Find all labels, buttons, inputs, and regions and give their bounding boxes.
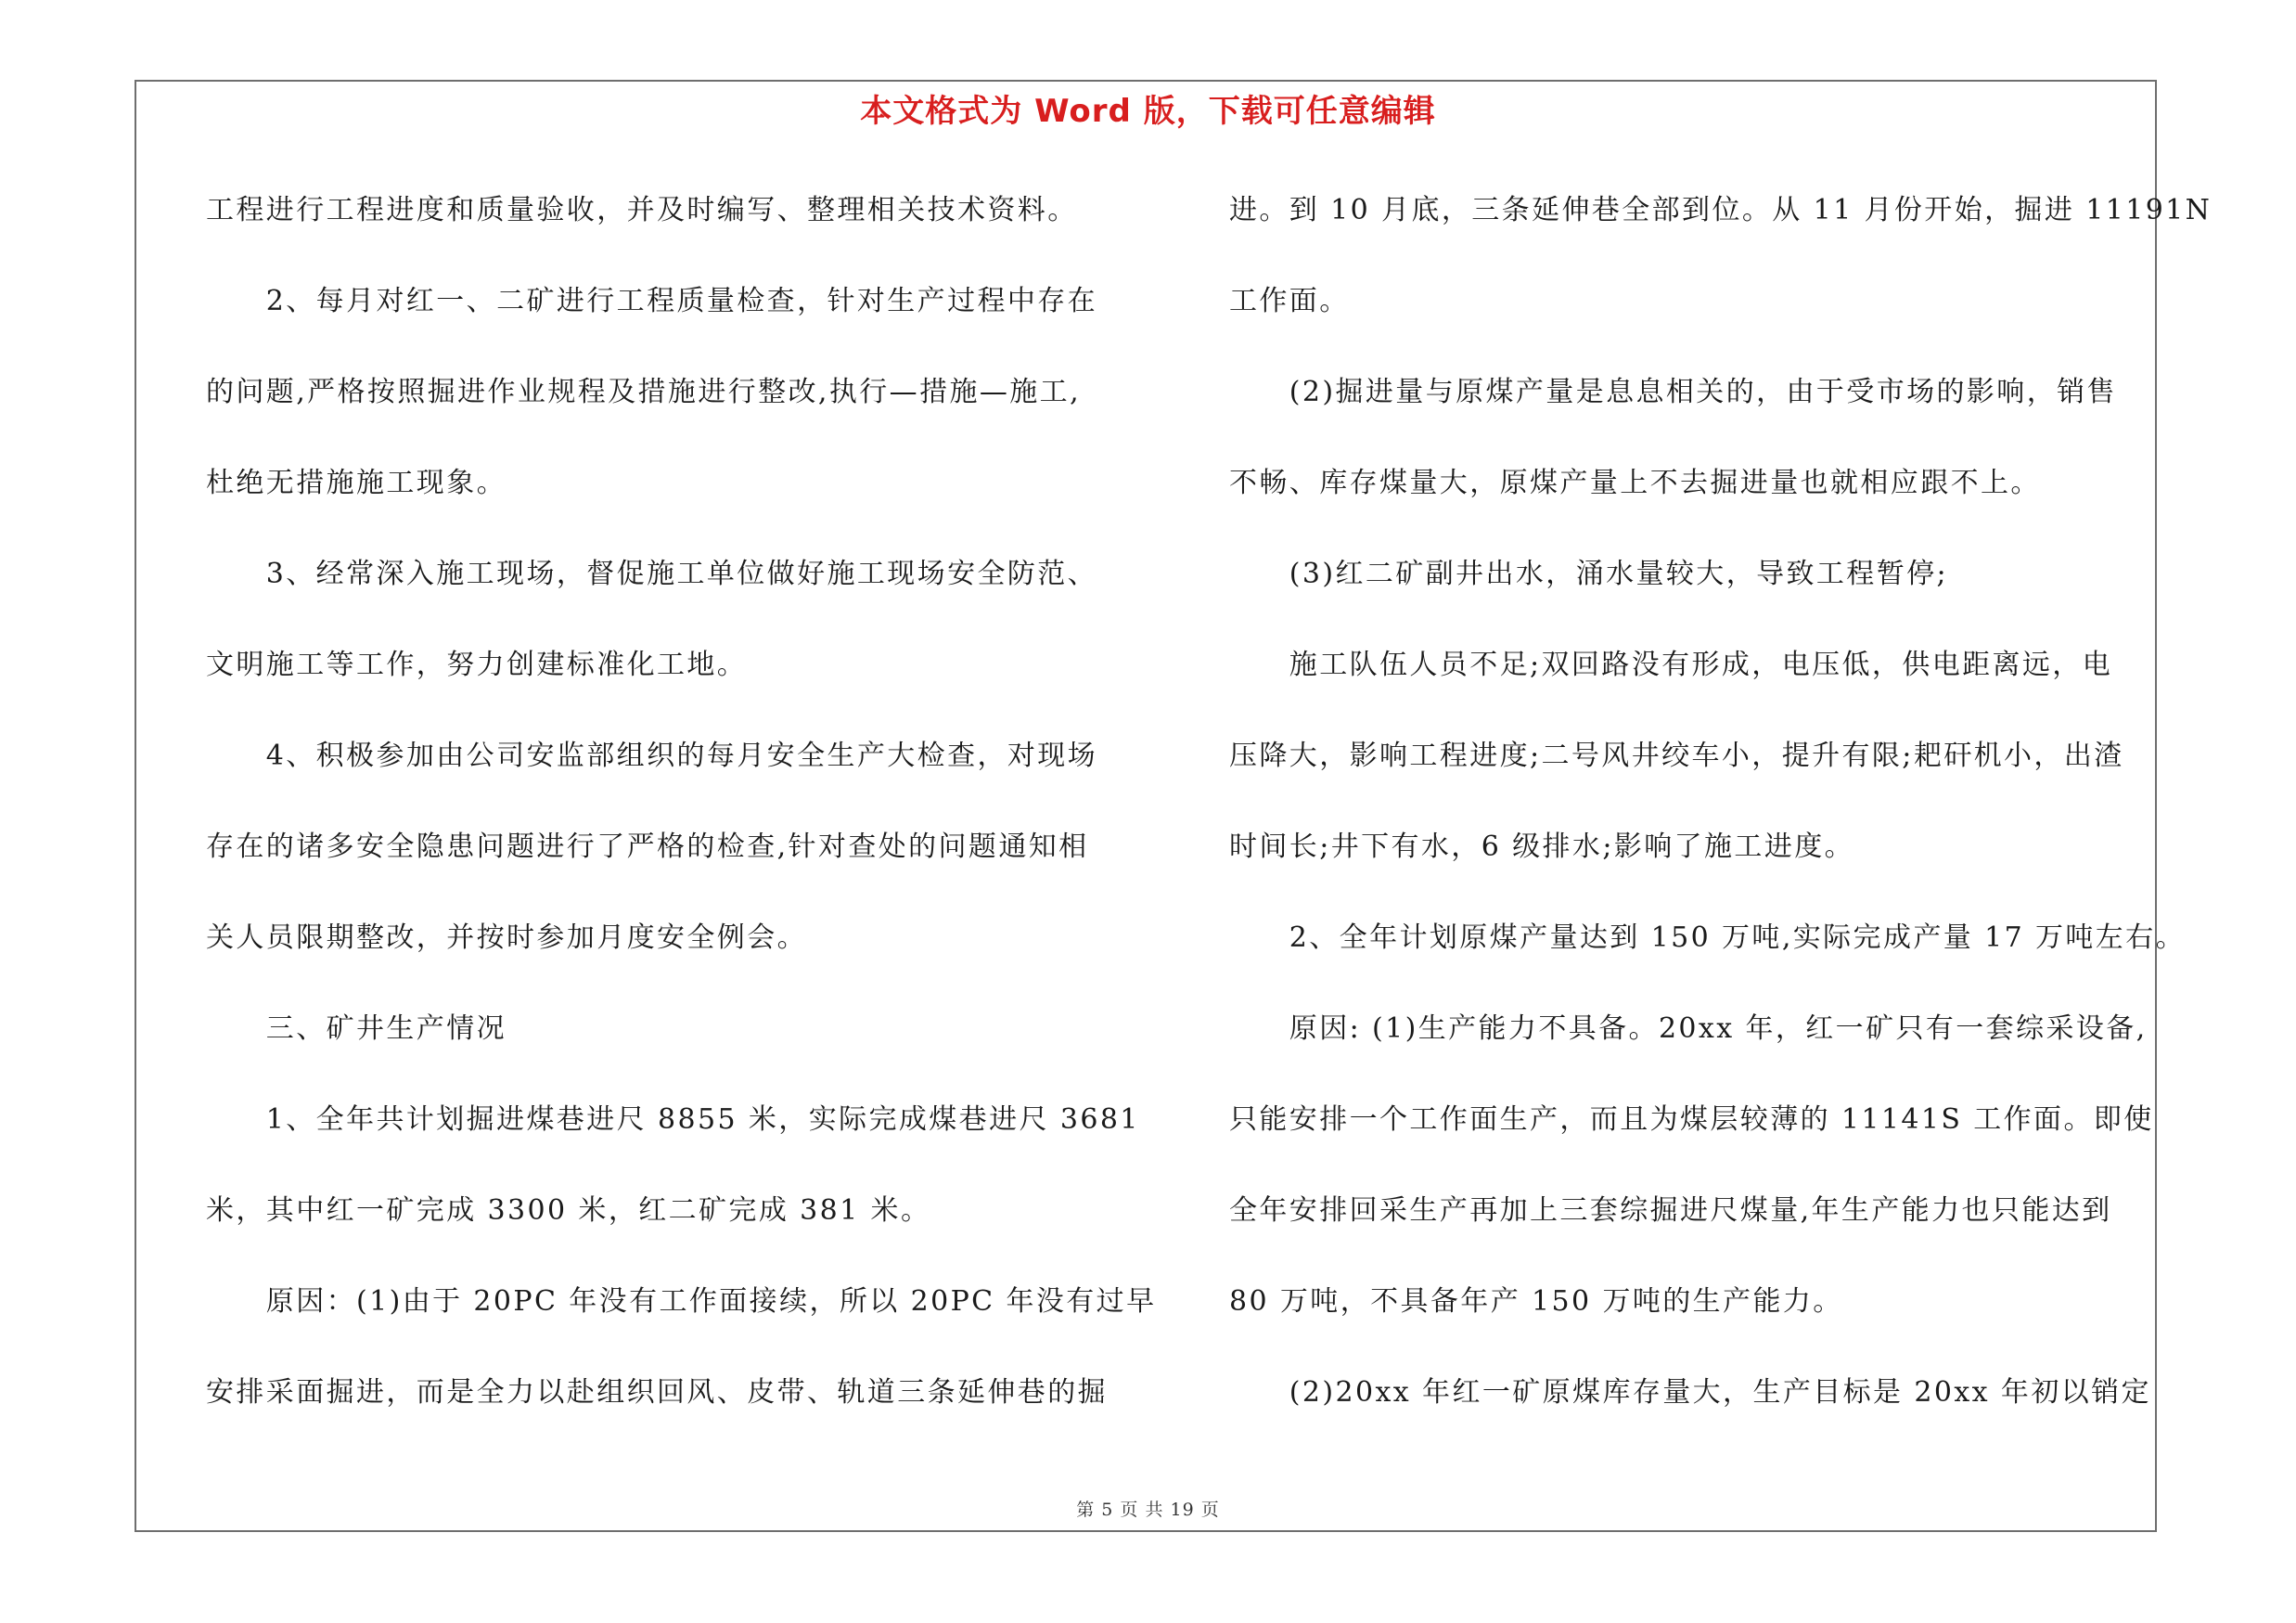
text-line: (3)红二矿副井出水，涌水量较大，导致工程暂停;	[1229, 558, 1949, 590]
document-banner: 本文格式为 Word 版，下载可任意编辑	[860, 93, 1436, 130]
text-line: 的问题,严格按照掘进作业规程及措施进行整改,执行—措施—施工,	[206, 376, 1082, 408]
text-line: (2)掘进量与原煤产量是息息相关的，由于受市场的影响，销售	[1229, 376, 2117, 408]
text-line: 3、经常深入施工现场，督促施工单位做好施工现场安全防范、	[206, 558, 1098, 590]
text-line: 安排采面掘进，而是全力以赴组织回风、皮带、轨道三条延伸巷的掘	[206, 1376, 1108, 1409]
text-line: 不畅、库存煤量大，原煤产量上不去掘进量也就相应跟不上。	[1229, 467, 2041, 499]
text-line: 工作面。	[1229, 285, 1350, 317]
text-line: 压降大，影响工程进度;二号风井绞车小，提升有限;耙矸机小，出渣	[1229, 740, 2124, 772]
text-line: 只能安排一个工作面生产，而且为煤层较薄的 11141S 工作面。即使	[1229, 1103, 2154, 1136]
right-text-column	[1229, 180, 2213, 1453]
text-line: 关人员限期整改，并按时参加月度安全例会。	[206, 921, 807, 954]
text-line: 施工队伍人员不足;双回路没有形成，电压低，供电距离远，电	[1229, 649, 2113, 681]
text-line: 全年安排回采生产再加上三套综掘进尺煤量,年生产能力也只能达到	[1229, 1194, 2112, 1227]
text-line: 工程进行工程进度和质量验收，并及时编写、整理相关技术资料。	[206, 194, 1078, 226]
text-line: 文明施工等工作，努力创建标准化工地。	[206, 649, 748, 681]
section-heading: 三、矿井生产情况	[206, 1012, 507, 1045]
text-line: 时间长;井下有水，6 级排水;影响了施工进度。	[1229, 831, 1855, 863]
page-number: 第 5 页 共 19 页	[1076, 1500, 1220, 1520]
text-line: 2、全年计划原煤产量达到 150 万吨,实际完成产量 17 万吨左右。	[1229, 921, 2187, 954]
text-line: 1、全年共计划掘进煤巷进尺 8855 米，实际完成煤巷进尺 3681	[206, 1103, 1140, 1136]
text-line: 存在的诸多安全隐患问题进行了严格的检查,针对查处的问题通知相	[206, 831, 1089, 863]
text-line: 进。到 10 月底，三条延伸巷全部到位。从 11 月份开始，掘进 11191N	[1229, 194, 2213, 226]
text-line: (2)20xx 年红一矿原煤库存量大，生产目标是 20xx 年初以销定	[1229, 1376, 2151, 1409]
text-line: 80 万吨，不具备年产 150 万吨的生产能力。	[1229, 1285, 1843, 1318]
text-line: 原因: (1)生产能力不具备。20xx 年，红一矿只有一套综采设备,	[1229, 1012, 2148, 1045]
text-line: 米，其中红一矿完成 3300 米，红二矿完成 381 米。	[206, 1194, 931, 1227]
text-line: 2、每月对红一、二矿进行工程质量检查，针对生产过程中存在	[206, 285, 1098, 317]
text-line: 杜绝无措施施工现象。	[206, 467, 507, 499]
text-line: 4、积极参加由公司安监部组织的每月安全生产大检查，对现场	[206, 740, 1098, 772]
text-line: 原因：(1)由于 20PC 年没有工作面接续，所以 20PC 年没有过早	[206, 1285, 1157, 1318]
left-text-column	[206, 180, 1157, 1453]
